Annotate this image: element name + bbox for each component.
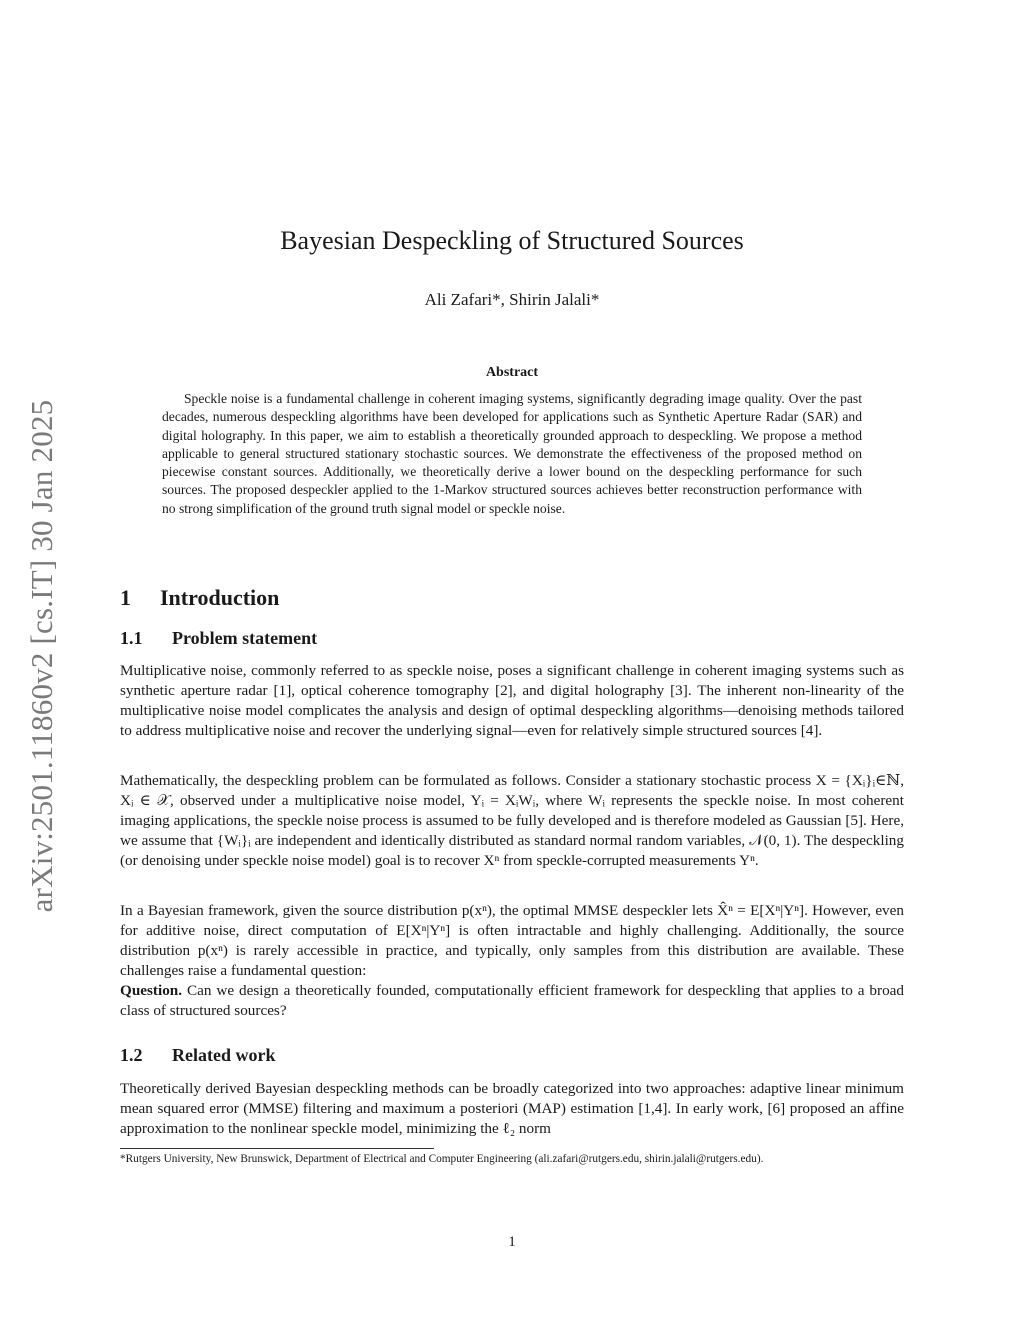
section-title: Problem statement [172,628,318,648]
paper-title: Bayesian Despeckling of Structured Sources [280,226,744,255]
abstract-body: Speckle noise is a fundamental challenge in coherent imaging systems, significantly degrading image quality. Over the past decades, numerous despeckling algorithms have been developed for applications such as Synthetic Aperture Radar (SAR) and digital holography. In this paper, we aim to establish a theoretically grounded approach to despeckling. We propose a method applicable to general structured stationary stochastic sources. We demonstrate the effectiveness of the proposed method on piecewise constant sources. Additionally, we theoretically derive a lower bound on the despeckling performance for such sources. The proposed despeckler applied to the 1-Markov structured sources achieves better reconstruction performance with no strong simplification of the ground truth signal model or speckle noise. [162,391,862,516]
section-title: Introduction [160,585,280,610]
question-label: Question. [120,982,183,999]
abstract-heading: Abstract [485,365,539,380]
paragraph: Mathematically, the despeckling problem can be formulated as follows. Consider a stationary stochastic process X = {Xᵢ}ᵢ∈ℕ, Xᵢ ∈ 𝒳, observed under a multiplicative noise model, Yᵢ = XᵢWᵢ, where Wᵢ represents the speckle noise. In most coherent imaging applications, the speckle noise process is assumed to be fully developed and is therefore modeled as Gaussian [5]. Here, we assume that {Wᵢ}ᵢ are independent and identically distributed as standard normal random variables, 𝒩(0, 1). The despeckling (or denoising under speckle noise model) goal is to recover Xⁿ from speckle-corrupted measurements Yⁿ. [120,772,904,869]
question-text: Can we design a theoretically founded, computationally efficient framework for despeckling that applies to a broad class of structured sources? [120,982,904,1019]
authors: Ali Zafari*, Shirin Jalali* [424,290,600,309]
subsection-problem-statement [120,628,317,649]
section-number: 1.1 [120,628,143,648]
subsection-related-work [120,1045,275,1066]
section-number: 1.2 [120,1045,143,1065]
page-number: 1 [508,1234,516,1250]
paragraph: Theoretically derived Bayesian despeckling methods can be broadly categorized into two approaches: adaptive linear minimum mean squared error (MMSE) filtering and maximum a posteriori (MAP) estimation [1,4]. In early work, [6] proposed an affine approximation to the nonlinear speckle model, minimizing the ℓ₂ norm [120,1080,904,1137]
footnote-divider [120,1148,434,1149]
question-paragraph [120,981,904,1021]
section-title: Related work [172,1045,276,1065]
arxiv-identifier: arXiv:2501.11860v2 [cs.IT] 30 Jan 2025 [24,399,59,913]
section-introduction [120,585,279,611]
paragraph: In a Bayesian framework, given the source distribution p(xⁿ), the optimal MMSE despeckler lets X̂ⁿ = E[Xⁿ|Yⁿ]. However, even for additive noise, direct computation of E[Xⁿ|Yⁿ] is often intractable and highly challenging. Additionally, the source distribution p(xⁿ) is rarely accessible in practice, and typically, only samples from this distribution are available. These challenges raise a fundamental question: [120,902,904,979]
paragraph: Multiplicative noise, commonly referred to as speckle noise, poses a significant challenge in coherent imaging systems such as synthetic aperture radar [1], optical coherence tomography [2], and digital holography [3]. The inherent non-linearity of the multiplicative noise model complicates the analysis and design of optimal despeckling algorithms—denoising methods tailored to address multiplicative noise and recover the underlying signal—even for relatively simple structured sources [4]. [120,662,904,739]
section-number: 1 [120,585,131,610]
footnote: *Rutgers University, New Brunswick, Department of Electrical and Computer Engineering (ali.zafari@rutgers.edu, shirin.jalali@rutgers.edu). [120,1153,764,1165]
